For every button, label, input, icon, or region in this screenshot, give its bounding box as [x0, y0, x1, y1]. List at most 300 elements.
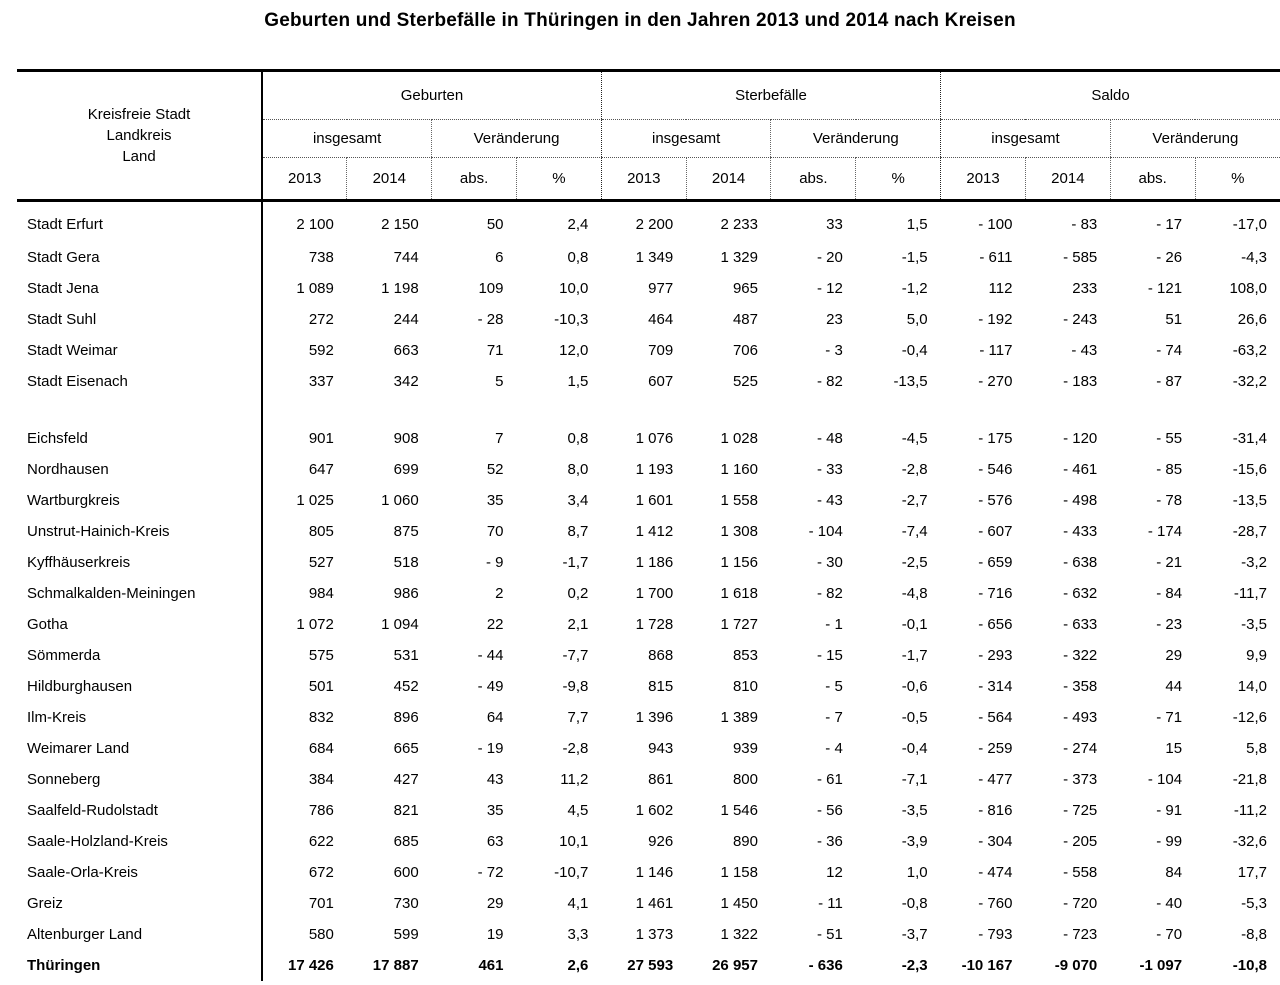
- cell: 23: [826, 311, 843, 328]
- cell: 977: [648, 280, 674, 297]
- subheader-geburten-insgesamt: insgesamt: [262, 120, 432, 158]
- table-row: [17, 485, 1280, 516]
- cell: - 15: [816, 647, 843, 664]
- cell: 800: [732, 771, 758, 788]
- cell: -1,5: [901, 249, 928, 266]
- cell: -0,5: [901, 709, 928, 726]
- cell: 342: [393, 373, 419, 390]
- cell: 1,5: [906, 215, 928, 233]
- cell: 939: [732, 740, 758, 757]
- cell: 2,6: [567, 957, 589, 974]
- cell: -3,9: [901, 833, 928, 850]
- cell: 1 072: [296, 616, 334, 633]
- cell: 29: [1165, 647, 1183, 664]
- row-label: Saale-Holzland-Kreis: [17, 826, 262, 857]
- group-header-sterbefaelle: Sterbefälle: [601, 71, 940, 120]
- cell: 14,0: [1237, 678, 1267, 695]
- cell: 10,1: [559, 833, 589, 850]
- cell: - 30: [816, 554, 843, 571]
- cell: 1 329: [720, 249, 758, 266]
- cell: 50: [486, 215, 504, 233]
- table-row: [17, 578, 1280, 609]
- cell: 1 025: [296, 492, 334, 509]
- row-label: Ilm-Kreis: [17, 702, 262, 733]
- cell: 3,3: [567, 926, 589, 943]
- cell: 527: [308, 554, 334, 571]
- cell: 0,2: [567, 585, 589, 602]
- cell: 599: [393, 926, 419, 943]
- cell: 64: [486, 709, 504, 726]
- cell: - 82: [816, 373, 843, 390]
- cell: 10,0: [559, 280, 589, 297]
- cell: -4,8: [901, 585, 928, 602]
- cell: - 61: [816, 771, 843, 788]
- cell: - 183: [1063, 373, 1098, 390]
- cell: - 585: [1063, 249, 1098, 266]
- row-label: Kyffhäuserkreis: [17, 547, 262, 578]
- cell: - 104: [808, 523, 843, 540]
- table-row: [17, 826, 1280, 857]
- header-row-groups: [17, 71, 1280, 120]
- cell: - 259: [978, 740, 1013, 757]
- cell: 5,0: [906, 311, 928, 328]
- row-label: Sonneberg: [17, 764, 262, 795]
- corner-line-3: Land: [122, 148, 156, 165]
- cell: -13,5: [1232, 492, 1267, 509]
- cell: - 314: [978, 678, 1013, 695]
- row-label: Stadt Weimar: [17, 335, 262, 366]
- row-label: Wartburgkreis: [17, 485, 262, 516]
- col-header-sterbefaelle-2013: 2013: [601, 158, 686, 201]
- cell: -4,3: [1241, 249, 1267, 266]
- cell: - 546: [978, 461, 1013, 478]
- cell: 43: [486, 771, 504, 788]
- cell: 233: [1072, 280, 1098, 297]
- page-title: Geburten und Sterbefälle in Thüringen in den Jahren 2013 und 2014 nach Kreisen: [264, 10, 1016, 31]
- col-header-geburten-2014: 2014: [347, 158, 432, 201]
- cell: - 17: [1156, 215, 1183, 233]
- table-row: [17, 454, 1280, 485]
- cell: - 121: [1147, 280, 1183, 297]
- cell: 730: [393, 895, 419, 912]
- cell: 19: [486, 926, 504, 943]
- cell: 12,0: [559, 342, 589, 359]
- cell: 1 186: [635, 554, 674, 571]
- cell: 1 618: [720, 585, 758, 602]
- table-body: [17, 201, 1280, 982]
- cell: - 43: [1071, 342, 1098, 359]
- cell: 853: [732, 647, 758, 664]
- cell: 501: [308, 678, 334, 695]
- cell: -11,2: [1233, 802, 1267, 819]
- cell: 706: [732, 342, 758, 359]
- col-header-saldo-2014: 2014: [1025, 158, 1110, 201]
- cell: - 638: [1063, 554, 1098, 571]
- cell: 27 593: [627, 957, 674, 974]
- cell: - 36: [816, 833, 843, 850]
- cell: 986: [393, 585, 419, 602]
- cell: - 174: [1147, 523, 1183, 540]
- cell: 896: [393, 709, 419, 726]
- cell: - 20: [816, 249, 843, 266]
- subheader-saldo-insgesamt: insgesamt: [941, 120, 1111, 158]
- col-header-sterbefaelle-pct: %: [856, 158, 941, 201]
- row-label: Stadt Gera: [17, 242, 262, 273]
- table-row: [17, 201, 1280, 243]
- cell: 1 396: [635, 709, 674, 726]
- table-row: [17, 547, 1280, 578]
- cell: 2,4: [567, 215, 589, 233]
- cell: - 793: [978, 926, 1013, 943]
- cell: - 633: [1063, 616, 1098, 633]
- row-label: Unstrut-Hainich-Kreis: [17, 516, 262, 547]
- cell: -3,5: [901, 802, 928, 819]
- cell: -32,2: [1232, 373, 1267, 390]
- cell: -63,2: [1232, 342, 1267, 359]
- table-row: [17, 795, 1280, 826]
- cell: 0,8: [567, 249, 589, 266]
- cell: 1 146: [635, 864, 674, 881]
- cell: - 720: [1063, 895, 1098, 912]
- col-header-sterbefaelle-abs: abs.: [771, 158, 856, 201]
- cell: 464: [648, 311, 674, 328]
- cell: - 656: [978, 616, 1013, 633]
- cell: 1 450: [720, 895, 758, 912]
- cell: -1,7: [562, 554, 589, 571]
- cell: 815: [648, 678, 674, 695]
- cell: -7,1: [901, 771, 928, 788]
- cell: 1 198: [381, 280, 419, 297]
- cell: 44: [1165, 678, 1183, 695]
- cell: -4,5: [901, 430, 928, 447]
- cell: 868: [648, 647, 674, 664]
- cell: 701: [308, 895, 334, 912]
- cell: 112: [988, 280, 1013, 297]
- table-row: [17, 304, 1280, 335]
- cell: -1 097: [1139, 957, 1183, 974]
- col-header-geburten-2013: 2013: [262, 158, 347, 201]
- cell: 965: [732, 280, 758, 297]
- cell: 29: [486, 895, 504, 912]
- cell: 33: [826, 215, 843, 233]
- cell: - 33: [816, 461, 843, 478]
- cell: - 477: [978, 771, 1013, 788]
- cell: 2 233: [720, 215, 758, 233]
- cell: 1 308: [720, 523, 758, 540]
- statistics-table: [17, 69, 1280, 981]
- cell: -10,3: [554, 311, 589, 328]
- cell: 622: [308, 833, 334, 850]
- cell: - 44: [477, 647, 504, 664]
- cell: - 28: [477, 311, 504, 328]
- cell: 71: [486, 342, 504, 359]
- cell: -11,7: [1233, 585, 1267, 602]
- cell: - 100: [978, 215, 1013, 233]
- cell: - 19: [477, 740, 504, 757]
- row-label: Hildburghausen: [17, 671, 262, 702]
- cell: -12,6: [1232, 709, 1267, 726]
- cell: 1 156: [720, 554, 758, 571]
- table-row: [17, 950, 1280, 981]
- cell: -1,7: [901, 647, 928, 664]
- cell: -2,8: [901, 461, 928, 478]
- table-row: [17, 423, 1280, 454]
- table-row: [17, 366, 1280, 397]
- cell: - 104: [1147, 771, 1183, 788]
- row-label: Schmalkalden-Meiningen: [17, 578, 262, 609]
- cell: - 293: [978, 647, 1013, 664]
- cell: 531: [393, 647, 419, 664]
- cell: 943: [648, 740, 674, 757]
- row-label: Weimarer Land: [17, 733, 262, 764]
- cell: 35: [486, 492, 504, 509]
- row-label: Saalfeld-Rudolstadt: [17, 795, 262, 826]
- cell: 1 727: [720, 616, 758, 633]
- cell: 26,6: [1237, 311, 1267, 328]
- cell: 1 389: [720, 709, 758, 726]
- cell: - 723: [1063, 926, 1098, 943]
- cell: 810: [732, 678, 758, 695]
- cell: -10 167: [961, 957, 1013, 974]
- cell: 8,0: [567, 461, 589, 478]
- cell: 738: [308, 249, 334, 266]
- cell: 1 158: [720, 864, 758, 881]
- cell: 744: [393, 249, 419, 266]
- cell: - 243: [1063, 311, 1098, 328]
- cell: 7,7: [567, 709, 589, 726]
- spacer-cell: [17, 397, 262, 423]
- row-label: Eichsfeld: [17, 423, 262, 454]
- cell: 7: [495, 430, 504, 447]
- cell: - 9: [485, 554, 504, 571]
- cell: - 192: [978, 311, 1013, 328]
- cell: 452: [393, 678, 419, 695]
- cell: 525: [732, 373, 758, 390]
- cell: - 82: [816, 585, 843, 602]
- cell: - 70: [1156, 926, 1183, 943]
- cell: 1 602: [635, 802, 674, 819]
- cell: - 358: [1063, 678, 1098, 695]
- row-label: Saale-Orla-Kreis: [17, 857, 262, 888]
- col-header-saldo-abs: abs.: [1110, 158, 1195, 201]
- cell: 1 461: [635, 895, 674, 912]
- col-header-sterbefaelle-2014: 2014: [686, 158, 771, 201]
- cell: - 304: [978, 833, 1013, 850]
- cell: 1 028: [720, 430, 758, 447]
- cell: 1 076: [635, 430, 674, 447]
- cell: - 576: [978, 492, 1013, 509]
- cell: 5: [495, 373, 504, 390]
- cell: 575: [308, 647, 334, 664]
- row-label: Greiz: [17, 888, 262, 919]
- cell: - 23: [1156, 616, 1183, 633]
- cell: - 72: [477, 864, 504, 881]
- cell: 4,1: [567, 895, 589, 912]
- cell: -2,7: [901, 492, 928, 509]
- cell: 2,1: [567, 616, 589, 633]
- cell: - 11: [818, 895, 843, 912]
- cell: 908: [393, 430, 419, 447]
- cell: 592: [308, 342, 334, 359]
- cell: -31,4: [1232, 430, 1267, 447]
- cell: - 373: [1063, 771, 1098, 788]
- table-row: [17, 857, 1280, 888]
- cell: -3,2: [1241, 554, 1267, 571]
- cell: 832: [308, 709, 334, 726]
- cell: 8,7: [567, 523, 589, 540]
- spacer-row: [17, 397, 1280, 423]
- cell: 1 349: [635, 249, 674, 266]
- cell: 1,0: [906, 864, 928, 881]
- subheader-sterbefaelle-veraenderung: Veränderung: [771, 120, 941, 158]
- cell: 647: [308, 461, 334, 478]
- cell: - 117: [979, 342, 1013, 359]
- cell: 1 728: [635, 616, 674, 633]
- cell: -0,6: [901, 678, 928, 695]
- subheader-geburten-veraenderung: Veränderung: [432, 120, 602, 158]
- cell: 5,8: [1246, 740, 1267, 757]
- cell: 699: [393, 461, 419, 478]
- cell: 1 089: [296, 280, 334, 297]
- cell: 709: [648, 342, 674, 359]
- group-header-saldo: Saldo: [941, 71, 1280, 120]
- cell: 684: [308, 740, 334, 757]
- cell: - 816: [978, 802, 1013, 819]
- cell: - 26: [1156, 249, 1183, 266]
- cell: -3,7: [901, 926, 928, 943]
- cell: - 3: [825, 342, 843, 359]
- cell: - 433: [1063, 523, 1098, 540]
- cell: 244: [393, 311, 419, 328]
- cell: 11,2: [560, 771, 589, 788]
- table-row: [17, 335, 1280, 366]
- cell: - 611: [979, 249, 1013, 266]
- table-row: [17, 702, 1280, 733]
- cell: 17,7: [1237, 864, 1267, 881]
- cell: 663: [393, 342, 419, 359]
- cell: -0,8: [901, 895, 928, 912]
- page: [0, 10, 1280, 985]
- cell: - 716: [978, 585, 1013, 602]
- cell: 9,9: [1246, 647, 1267, 664]
- cell: 35: [486, 802, 504, 819]
- cell: - 4: [825, 740, 843, 757]
- cell: -10,7: [554, 864, 589, 881]
- cell: - 270: [978, 373, 1013, 390]
- cell: - 5: [825, 678, 843, 695]
- cell: - 1: [825, 616, 843, 633]
- cell: 665: [393, 740, 419, 757]
- row-label: Stadt Suhl: [17, 304, 262, 335]
- cell: 2 150: [381, 215, 419, 233]
- cell: 15: [1165, 740, 1183, 757]
- cell: 0,8: [567, 430, 589, 447]
- cell: - 760: [978, 895, 1013, 912]
- cell: 337: [308, 373, 334, 390]
- cell: -3,5: [1241, 616, 1267, 633]
- cell: 272: [308, 311, 334, 328]
- cell: -32,6: [1232, 833, 1267, 850]
- cell: -21,8: [1232, 771, 1267, 788]
- cell: 2 100: [296, 215, 334, 233]
- cell: - 99: [1156, 833, 1183, 850]
- table-row: [17, 919, 1280, 950]
- cell: - 56: [816, 802, 843, 819]
- cell: - 659: [978, 554, 1013, 571]
- cell: 901: [308, 430, 334, 447]
- cell: -17,0: [1232, 215, 1267, 233]
- cell: 1 546: [720, 802, 758, 819]
- cell: - 74: [1156, 342, 1183, 359]
- row-label: Gotha: [17, 609, 262, 640]
- cell: 672: [308, 864, 334, 881]
- cell: - 85: [1156, 461, 1183, 478]
- cell: 1 700: [635, 585, 674, 602]
- cell: - 493: [1063, 709, 1098, 726]
- cell: 1 558: [720, 492, 758, 509]
- table-row: [17, 273, 1280, 304]
- cell: -0,1: [901, 616, 928, 633]
- cell: - 84: [1156, 585, 1183, 602]
- table-row: [17, 640, 1280, 671]
- cell: - 78: [1156, 492, 1183, 509]
- cell: -9 070: [1054, 957, 1098, 974]
- cell: 109: [478, 280, 504, 297]
- cell: - 21: [1156, 554, 1183, 571]
- corner-line-1: Kreisfreie Stadt: [87, 106, 191, 123]
- cell: -0,4: [901, 342, 928, 359]
- cell: 2 200: [635, 215, 674, 233]
- cell: 984: [308, 585, 334, 602]
- corner-header: [17, 71, 262, 201]
- table-row: [17, 516, 1280, 547]
- cell: - 55: [1156, 430, 1183, 447]
- cell: - 87: [1156, 373, 1183, 390]
- table-row: [17, 764, 1280, 795]
- cell: 70: [486, 523, 504, 540]
- cell: -1,2: [901, 280, 928, 297]
- table-row: [17, 242, 1280, 273]
- cell: -15,6: [1232, 461, 1267, 478]
- cell: -9,8: [562, 678, 589, 695]
- cell: 685: [393, 833, 419, 850]
- cell: -5,3: [1241, 895, 1267, 912]
- corner-line-2: Landkreis: [106, 127, 172, 144]
- cell: - 43: [816, 492, 843, 509]
- cell: -7,4: [901, 523, 928, 540]
- cell: 861: [648, 771, 674, 788]
- table-row: [17, 888, 1280, 919]
- cell: - 12: [816, 280, 843, 297]
- cell: - 71: [1156, 709, 1183, 726]
- row-label: Nordhausen: [17, 454, 262, 485]
- cell: - 175: [978, 430, 1013, 447]
- spacer-cell: [262, 397, 1280, 423]
- cell: 22: [486, 616, 504, 633]
- cell: -2,3: [901, 957, 928, 974]
- cell: 1 322: [720, 926, 758, 943]
- row-label: Thüringen: [17, 950, 262, 981]
- cell: - 636: [808, 957, 843, 974]
- cell: 600: [393, 864, 419, 881]
- cell: 1 373: [635, 926, 674, 943]
- cell: 821: [393, 802, 419, 819]
- cell: 384: [308, 771, 334, 788]
- cell: 6: [495, 249, 504, 266]
- cell: 2: [495, 585, 504, 602]
- cell: 1,5: [567, 373, 589, 390]
- cell: 786: [308, 802, 334, 819]
